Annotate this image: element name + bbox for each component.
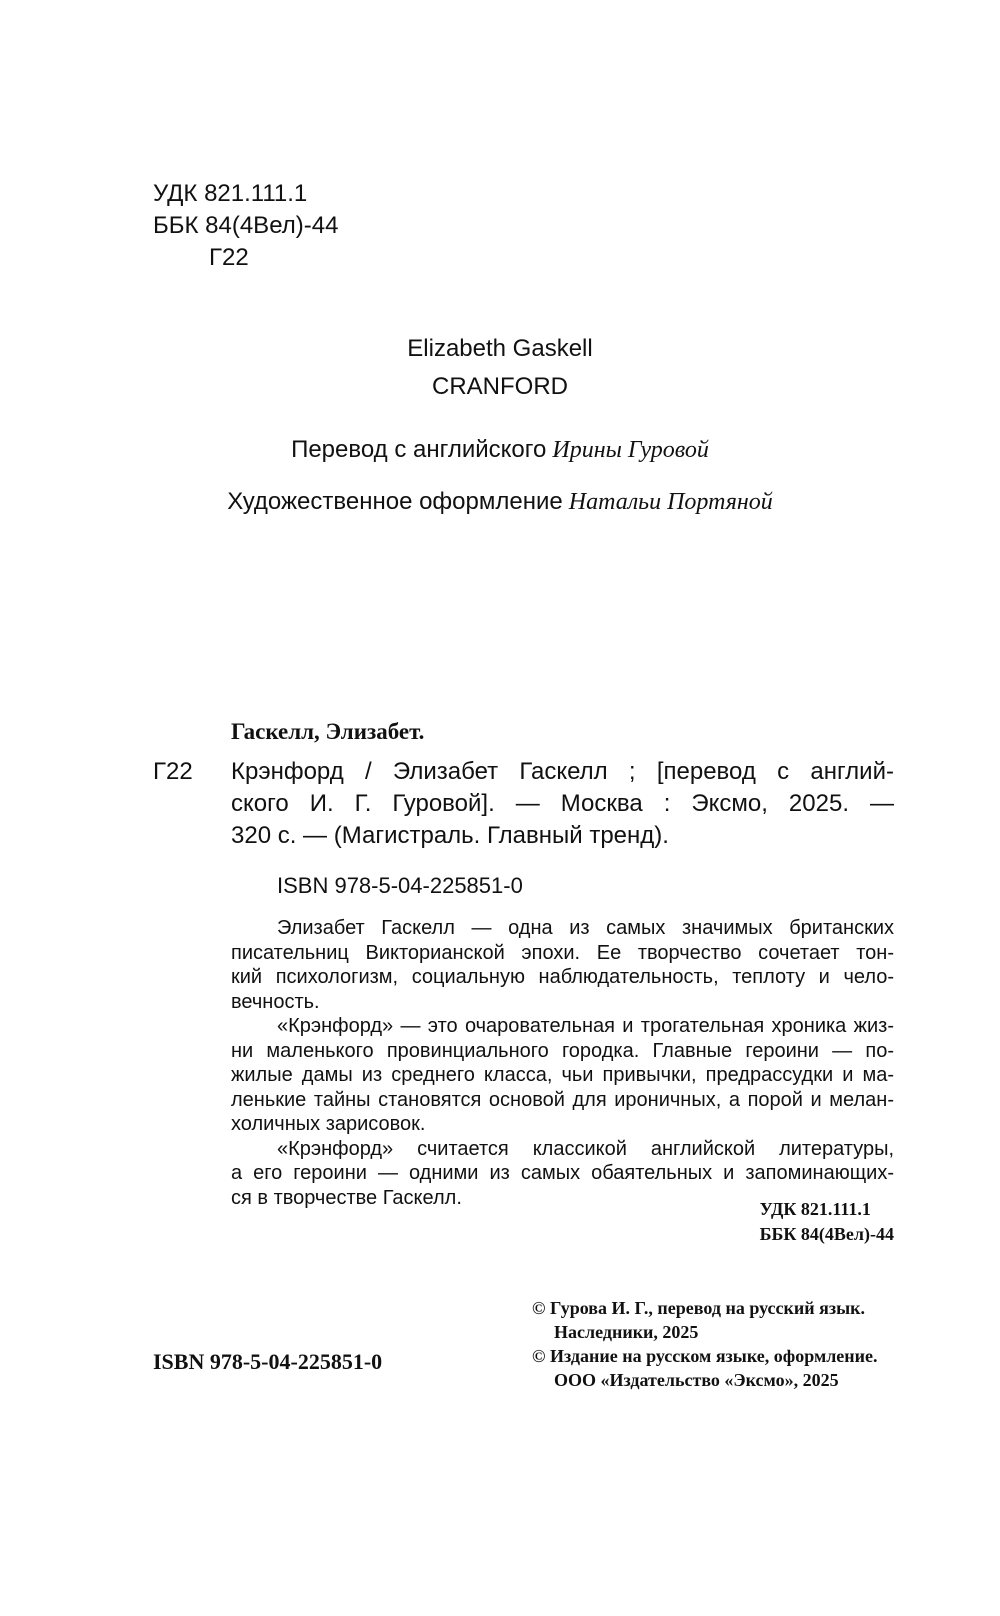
catalog-heading: Гаскелл, Элизабет. xyxy=(231,719,425,744)
bbk-code-top: ББК 84(4Вел)-44 xyxy=(153,212,339,239)
annotation-line: ни маленького провинциального городка. Главные героини — по- xyxy=(231,1039,894,1062)
author-mark-top: Г22 xyxy=(209,244,249,271)
copyright-translation-heirs: Наследники, 2025 xyxy=(554,1322,699,1342)
copyright-translation: © Гурова И. Г., перевод на русский язык. xyxy=(532,1298,866,1318)
annotation-line: вечность. xyxy=(231,990,320,1013)
annotation-line: ся в творчестве Гаскелл. xyxy=(231,1186,462,1209)
annotation-line: Элизабет Гаскелл — одна из самых значимых британских xyxy=(277,917,894,939)
design-prefix: Художественное оформление xyxy=(227,488,563,515)
catalog-author-mark: Г22 xyxy=(153,758,193,785)
copyright-edition: © Издание на русском языке, оформление. xyxy=(532,1346,878,1366)
annotation-line: а его героини — одними из самых обаятельных и запоминающих- xyxy=(231,1162,894,1184)
annotation xyxy=(231,916,894,1210)
catalog-line: Крэнфорд / Элизабет Гаскелл ; [перевод с англий- xyxy=(231,758,894,785)
annotation-line: кий психологизм, социальную наблюдательность, теплоту и чело- xyxy=(231,966,894,988)
translator-name: Ирины Гуровой xyxy=(552,437,709,463)
annotation-line: «Крэнфорд» — это очаровательная и трогательная хроника жиз- xyxy=(277,1015,894,1037)
original-title: CRANFORD xyxy=(432,373,568,400)
bbk-code-bottom: ББК 84(4Вел)-44 xyxy=(759,1224,894,1244)
designer-name: Натальи Портяной xyxy=(568,489,773,515)
catalog-line: ского И. Г. Гуровой]. — Москва : Эксмо, 2025. — xyxy=(231,790,894,817)
annotation-line: «Крэнфорд» считается классикой английской литературы, xyxy=(277,1137,894,1160)
udk-code-bottom: УДК 821.111.1 xyxy=(759,1199,871,1219)
catalog-isbn: ISBN 978-5-04-225851-0 xyxy=(277,873,523,898)
copyright-block xyxy=(532,1296,878,1392)
annotation-line: холичных зарисовок. xyxy=(231,1113,426,1135)
annotation-codes xyxy=(760,1197,894,1247)
copyright-publisher: ООО «Издательство «Эксмо», 2025 xyxy=(554,1370,839,1390)
translation-credit xyxy=(0,434,1000,466)
annotation-line: писательниц Викторианской эпохи. Ее творчество сочетает тон- xyxy=(231,941,894,964)
udk-code-top: УДК 821.111.1 xyxy=(153,180,308,207)
annotation-line: ленькие тайны становятся основой для ироничных, а порой и мелан- xyxy=(231,1088,894,1111)
design-credit xyxy=(0,486,1000,518)
original-author: Elizabeth Gaskell xyxy=(407,335,593,362)
footer-isbn: ISBN 978-5-04-225851-0 xyxy=(153,1349,383,1374)
translation-prefix: Перевод с английского xyxy=(291,436,547,463)
catalog-line: 320 с. — (Магистраль. Главный тренд). xyxy=(231,822,669,849)
annotation-line: жилые дамы из среднего класса, чьи привычки, предрассудки и ма- xyxy=(231,1064,894,1086)
